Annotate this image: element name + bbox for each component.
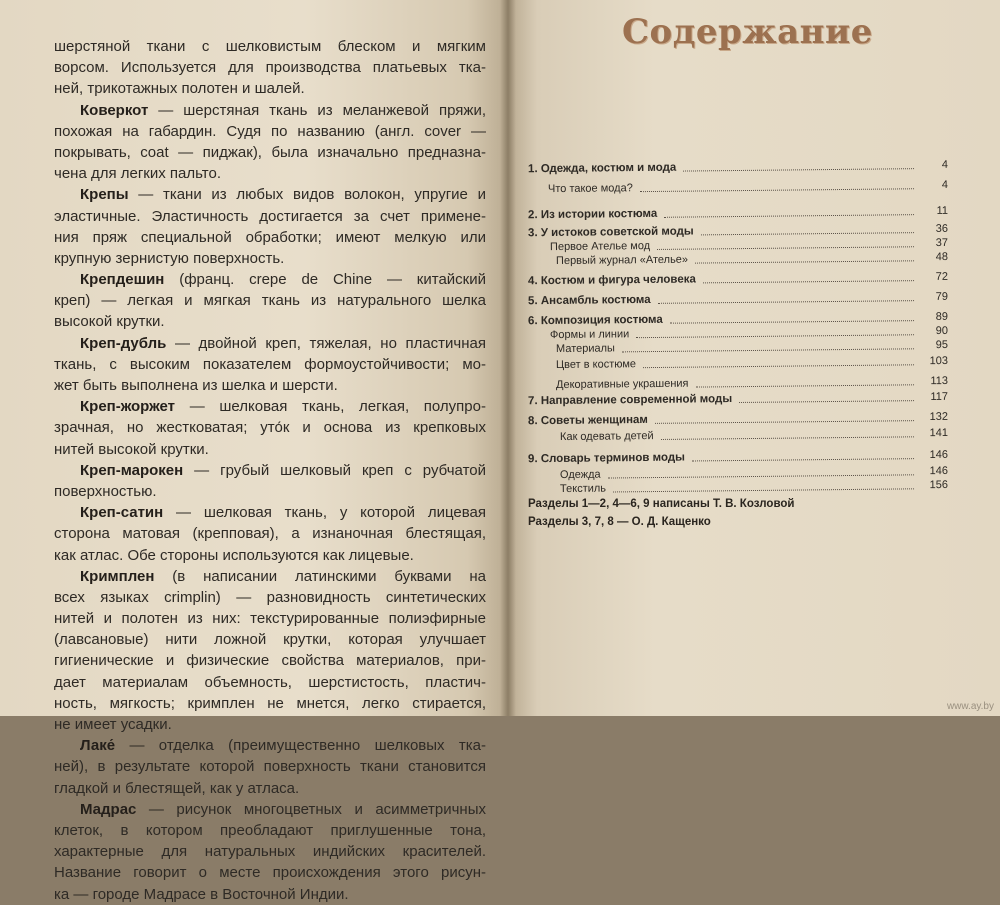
toc-leader-dots bbox=[613, 488, 914, 492]
toc-entry-page: 4 bbox=[941, 158, 949, 171]
line-text: ность, мягкость; кримплен не мнется, легко стирается, bbox=[54, 694, 486, 712]
toc-entry-title: 7. Направление современной моды bbox=[528, 392, 735, 408]
toc-leader-dots bbox=[657, 246, 914, 250]
toc-entry-title: Одежда bbox=[560, 468, 604, 482]
toc-leader-dots bbox=[664, 214, 914, 218]
toc-entry-page: 103 bbox=[929, 354, 949, 368]
line-text: — шелковая ткань, у которой лицевая bbox=[163, 504, 486, 522]
text-line bbox=[54, 545, 486, 566]
line-text: — шелковая ткань, легкая, полупро- bbox=[175, 398, 486, 416]
toc-leader-dots bbox=[739, 400, 914, 403]
toc-entry-page: 37 bbox=[935, 236, 949, 250]
line-text: не имеет усадки. bbox=[54, 716, 172, 733]
line-text: креп) — легкая и мягкая ткань из натурального шелка bbox=[54, 292, 486, 310]
line-text: (франц. crepe de Chine — китайский bbox=[164, 271, 486, 289]
glossary-text bbox=[54, 36, 486, 905]
text-line bbox=[54, 523, 486, 544]
toc-leader-dots bbox=[622, 348, 914, 352]
text-line bbox=[54, 439, 486, 460]
line-text: как атлас. Обе стороны используются как лицевые. bbox=[54, 546, 414, 564]
text-line bbox=[54, 333, 486, 354]
toc-entry-title: Формы и линии bbox=[550, 327, 632, 342]
glossary-term: Креп-дубль bbox=[80, 334, 167, 352]
toc-leader-dots bbox=[640, 188, 914, 192]
text-line bbox=[54, 396, 486, 417]
line-text: крупную зернистую поверхность. bbox=[54, 249, 285, 267]
line-text: покрывать, coat — пиджак), была изначально предназна- bbox=[54, 143, 486, 161]
glossary-term: Мадрас bbox=[80, 800, 137, 818]
text-line bbox=[54, 862, 486, 883]
toc-entry-page: 132 bbox=[929, 410, 949, 423]
toc-entry-page: 117 bbox=[930, 390, 949, 403]
text-line bbox=[54, 735, 486, 756]
text-line bbox=[54, 290, 486, 311]
toc-entry-title: Первый журнал «Ателье» bbox=[556, 253, 691, 268]
toc-entry-title: 3. У истоков советской моды bbox=[528, 224, 697, 240]
line-text: похожая на габардин. Судя по названию (англ. cover — bbox=[54, 122, 486, 140]
toc-entry-title: 1. Одежда, костюм и мода bbox=[528, 161, 679, 177]
toc-leader-dots bbox=[643, 364, 914, 368]
text-line bbox=[54, 206, 486, 227]
text-line bbox=[54, 375, 486, 396]
text-line bbox=[54, 629, 486, 650]
text-line bbox=[54, 417, 486, 438]
glossary-term: Коверкот bbox=[80, 101, 149, 119]
text-line bbox=[54, 184, 486, 205]
text-line bbox=[54, 100, 486, 121]
toc-entry-title: Первое Ателье мод bbox=[550, 239, 653, 254]
text-line bbox=[54, 460, 486, 481]
toc-entry-title: Как одевать детей bbox=[560, 429, 657, 444]
toc-entry-page: 156 bbox=[929, 478, 949, 492]
text-line bbox=[54, 650, 486, 671]
text-line bbox=[54, 566, 486, 587]
toc-leader-dots bbox=[683, 168, 914, 171]
line-text: нитей и полотен из них: текстурированные полиэфирные bbox=[54, 610, 486, 628]
text-line bbox=[54, 481, 486, 502]
toc-entry-page: 146 bbox=[929, 448, 949, 461]
text-line bbox=[54, 714, 486, 735]
line-text: нитей высокой крутки. bbox=[54, 440, 209, 458]
line-text: ткань, с высоким показателем формоустойчивости; мо- bbox=[54, 355, 486, 373]
text-line bbox=[54, 163, 486, 184]
text-line bbox=[54, 269, 486, 290]
line-text: ворсом. Используется для производства платьевых тка- bbox=[54, 59, 486, 77]
toc-entry-title: 2. Из истории костюма bbox=[528, 207, 660, 222]
toc-entry-title: 8. Советы женщинам bbox=[528, 413, 651, 428]
line-text: — отделка (преимущественно шелковых тка- bbox=[115, 737, 486, 755]
toc-entry-page: 79 bbox=[935, 290, 949, 303]
line-text: высокой крутки. bbox=[54, 313, 165, 331]
toc-entry-page: 113 bbox=[930, 374, 949, 388]
toc-entry-page: 141 bbox=[929, 426, 949, 440]
toc-leader-dots bbox=[655, 420, 914, 424]
line-text: ней, трикотажных полотен и шалей. bbox=[54, 80, 305, 98]
toc-entry-title: 6. Композиция костюма bbox=[528, 313, 666, 328]
text-line bbox=[54, 587, 486, 608]
toc-leader-dots bbox=[695, 260, 914, 263]
line-text: ней), в результате которой поверхность ткани становится bbox=[54, 758, 486, 776]
glossary-term: Креп-жоржет bbox=[80, 398, 176, 416]
toc-entry-page: 89 bbox=[935, 310, 949, 323]
toc-leader-dots bbox=[696, 384, 914, 387]
text-line bbox=[54, 311, 486, 332]
toc-entry-title: 5. Ансамбль костюма bbox=[528, 293, 654, 308]
line-text: сторона матовая (крепповая), а изнаночная блестящая, bbox=[54, 525, 486, 543]
line-text: — рисунок многоцветных и асимметричных bbox=[136, 800, 486, 818]
line-text: чена для легких пальто. bbox=[54, 165, 221, 183]
text-line bbox=[54, 78, 486, 99]
line-text: (в написании латинскими буквами на bbox=[154, 567, 486, 585]
toc-leader-dots bbox=[692, 458, 914, 461]
glossary-term: Кримплен bbox=[80, 567, 155, 585]
toc-entry-page: 90 bbox=[935, 324, 949, 338]
line-text: ка — городе Мадрасе в Восточной Индии. bbox=[54, 885, 349, 903]
book-spine bbox=[500, 0, 516, 716]
text-line bbox=[54, 756, 486, 777]
toc-entry-page: 11 bbox=[936, 204, 949, 217]
glossary-term: Крепы bbox=[80, 186, 129, 204]
text-line bbox=[54, 502, 486, 523]
glossary-term: Креп-сатин bbox=[80, 504, 164, 522]
text-line bbox=[54, 884, 486, 905]
toc-entry-title: Декоративные украшения bbox=[556, 377, 692, 392]
text-line bbox=[54, 36, 486, 57]
toc-entry-title: 4. Костюм и фигура человека bbox=[528, 272, 699, 288]
line-text: дает материалам объемность, шерстистость, пластич- bbox=[54, 673, 486, 691]
line-text: жет быть выполнена из шелка и шерсти. bbox=[54, 377, 338, 394]
toc-entry-title: Что такое мода? bbox=[548, 181, 636, 196]
watermark: www.ay.by bbox=[946, 701, 994, 712]
line-text: — грубый шелковый креп с рубчатой bbox=[183, 461, 486, 479]
line-text: — шерстяная ткань из меланжевой пряжи, bbox=[148, 101, 486, 119]
toc-entry-title: Цвет в костюме bbox=[556, 357, 639, 372]
text-line bbox=[54, 354, 486, 375]
authors-line-2: Разделы 3, 7, 8 — О. Д. Кащенко bbox=[528, 516, 711, 528]
text-line bbox=[54, 121, 486, 142]
line-text: ния пряж специальной обработки; имеют мелкую или bbox=[54, 228, 486, 246]
text-line bbox=[54, 799, 486, 820]
toc-leader-dots bbox=[658, 300, 914, 304]
toc-entry-page: 4 bbox=[941, 178, 949, 191]
text-line bbox=[54, 693, 486, 714]
line-text: гигиенические и физические свойства материалов, при- bbox=[54, 652, 486, 670]
line-text: — двойной креп, тяжелая, но пластичная bbox=[166, 334, 486, 352]
toc-entry-page: 95 bbox=[935, 338, 949, 352]
toc-entry-title: 9. Словарь терминов моды bbox=[528, 451, 688, 467]
text-line bbox=[54, 57, 486, 78]
toc-entry-title: Материалы bbox=[556, 341, 618, 356]
text-line bbox=[54, 142, 486, 163]
text-line bbox=[54, 672, 486, 693]
toc-entry-page: 146 bbox=[929, 464, 949, 478]
line-text: шерстяной ткани с шелковистым блеском и мягким bbox=[54, 38, 486, 55]
line-text: характерные для натуральных индийских красителей. bbox=[54, 843, 486, 861]
toc-title: Содержание bbox=[622, 12, 873, 52]
toc-entry-page: 48 bbox=[935, 250, 949, 264]
line-text: — ткани из любых видов волокон, упругие и bbox=[128, 186, 486, 204]
authors-line-1: Разделы 1—2, 4—6, 9 написаны Т. В. Козловой bbox=[528, 498, 795, 510]
text-line bbox=[54, 248, 486, 269]
toc-entry-title: Текстиль bbox=[560, 482, 609, 497]
toc-leader-dots bbox=[701, 232, 914, 235]
text-line bbox=[54, 841, 486, 862]
glossary-term: Крепдешин bbox=[80, 271, 165, 289]
text-line bbox=[54, 778, 486, 799]
toc-leader-dots bbox=[670, 320, 914, 324]
toc-leader-dots bbox=[703, 280, 914, 283]
toc-entry-page: 72 bbox=[935, 270, 949, 283]
line-text: Название говорит о месте происхождения этого рисун- bbox=[54, 864, 486, 882]
text-line bbox=[54, 227, 486, 248]
text-line bbox=[54, 608, 486, 629]
line-text: клеток, в котором преобладают приглушенные тона, bbox=[54, 821, 486, 839]
toc-leader-dots bbox=[661, 436, 914, 440]
toc-entry-page: 36 bbox=[935, 222, 949, 235]
line-text: гладкой и блестящей, как у атласа. bbox=[54, 779, 300, 797]
line-text: всех языках crimplin) — разновидность синтетических bbox=[54, 588, 486, 606]
toc-leader-dots bbox=[636, 334, 914, 338]
line-text: зрачная, но жестковатая; уто́к и основа из крепковых bbox=[54, 419, 486, 437]
line-text: поверхностью. bbox=[54, 482, 157, 500]
text-line bbox=[54, 820, 486, 841]
glossary-term: Креп-марокен bbox=[80, 461, 184, 479]
line-text: (лавсановые) нити ложной крутки, которая улучшает bbox=[54, 631, 486, 649]
glossary-term: Лаке́ bbox=[80, 737, 116, 755]
line-text: эластичные. Эластичность достигается за счет примене- bbox=[54, 207, 486, 225]
